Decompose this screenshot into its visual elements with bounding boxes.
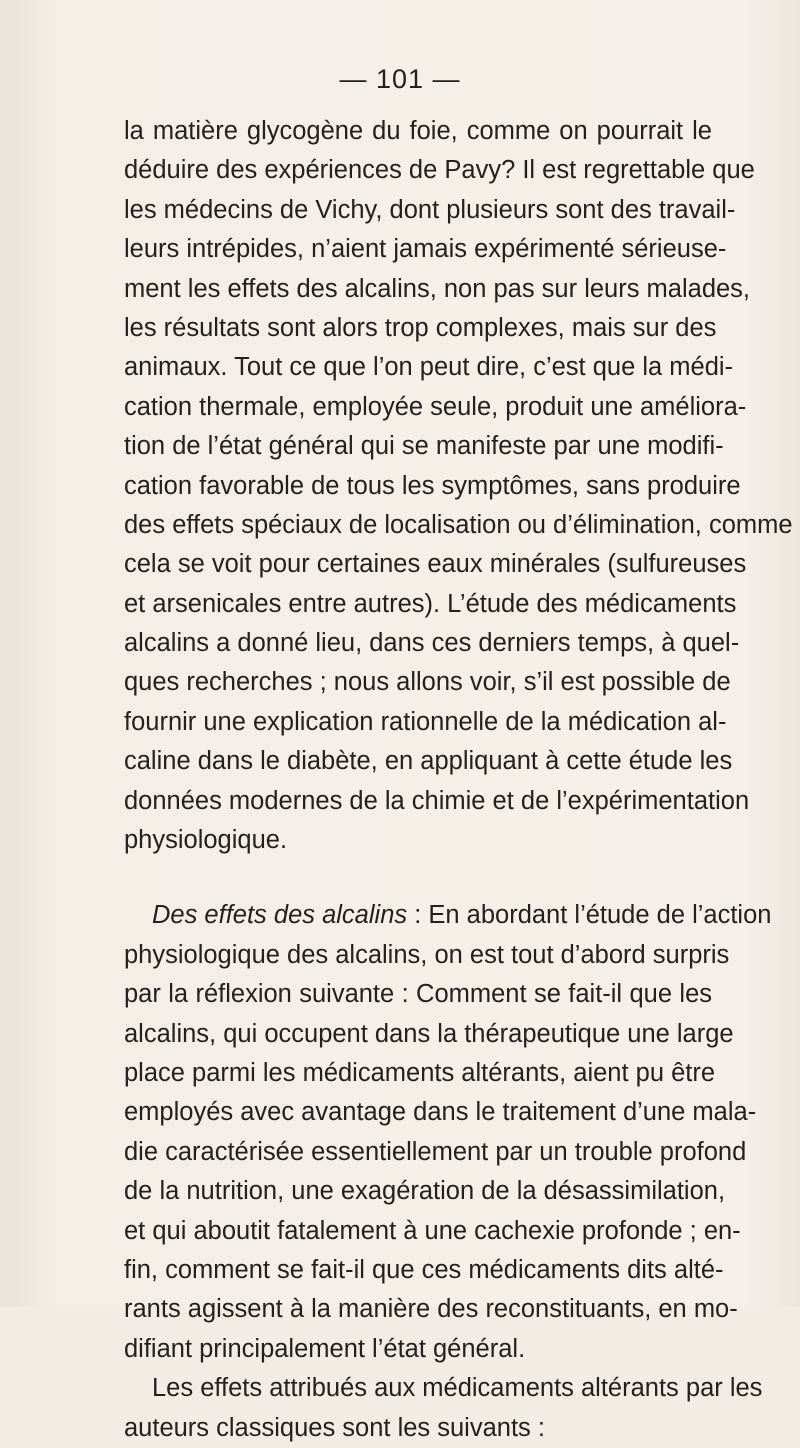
text-line: ques recherches ; nous allons voir, s’il est possible de <box>124 668 731 697</box>
text-line: Les effets attribués aux médicaments altérants par les <box>152 1374 763 1403</box>
text-line: et arsenicales entre autres). L’étude des médicaments <box>124 589 737 618</box>
text-line: leurs intrépides, n’aient jamais expérimenté sérieuse- <box>124 235 727 264</box>
text-line: données modernes de la chimie et de l’expérimentation <box>124 786 750 815</box>
text-line: de la nutrition, une exagération de la désassimilation, <box>124 1177 726 1206</box>
text-line: employés avec avantage dans le traitement d’une mala- <box>124 1098 757 1127</box>
page-number: — 101 — <box>339 64 461 94</box>
text-line: les résultats sont alors trop complexes, mais sur des <box>124 313 717 342</box>
text-line: physiologique. <box>124 826 288 855</box>
text-line: alcalins, qui occupent dans la thérapeutique une large <box>124 1019 734 1048</box>
paragraph-1 <box>124 112 793 860</box>
text-line: physiologique des alcalins, on est tout d’abord surpris <box>124 940 730 969</box>
text-line: déduire des expériences de Pavy? Il est regrettable que <box>124 156 755 185</box>
text-line: fournir une explication rationnelle de la médication al- <box>124 707 727 736</box>
paragraph-3 <box>124 1369 763 1448</box>
text-line: rants agissent à la manière des reconstituants, en mo- <box>124 1295 738 1324</box>
text-line: fin, comment se fait-il que ces médicaments dits alté- <box>124 1255 724 1284</box>
paragraph-spacer <box>124 860 712 896</box>
text-line: cation thermale, employée seule, produit une améliora- <box>124 392 747 421</box>
text-line: par la réflexion suivante : Comment se fait-il que les <box>124 980 712 1009</box>
text-line: et qui aboutit fatalement à une cachexie profonde ; en- <box>124 1216 741 1245</box>
text-line: cation favorable de tous les symptômes, sans produire <box>124 471 741 500</box>
text-line: alcalins a donné lieu, dans ces derniers temps, à quel- <box>124 629 740 658</box>
text-line: cela se voit pour certaines eaux minérales (sulfureuses <box>124 550 747 579</box>
text-line: place parmi les médicaments altérants, aient pu être <box>124 1058 716 1087</box>
body-text <box>124 112 793 1448</box>
text-line: des effets spéciaux de localisation ou d’élimination, comme <box>124 510 793 539</box>
text-line: la matière glycogène du foie, comme on pourrait le <box>124 117 712 145</box>
text-line: ment les effets des alcalins, non pas sur leurs malades, <box>124 274 751 303</box>
text-line <box>124 896 772 935</box>
text-line: tion de l’état général qui se manifeste par une modifi- <box>124 432 724 461</box>
text-line: caline dans le diabète, en appliquant à cette étude les <box>124 747 733 776</box>
section-heading: Des effets des alcalins <box>152 901 408 930</box>
text-line: les médecins de Vichy, dont plusieurs sont des travail- <box>124 195 736 224</box>
paragraph-2 <box>124 896 772 1369</box>
text-line: die caractérisée essentiellement par un trouble profond <box>124 1137 747 1166</box>
text-line: difiant principalement l’état général. <box>124 1334 526 1363</box>
text-line: animaux. Tout ce que l’on peut dire, c’est que la médi- <box>124 353 734 382</box>
text-line: auteurs classiques sont les suivants : <box>124 1413 545 1442</box>
heading-line-rest: : En abordant l’étude de l’action <box>407 901 772 930</box>
